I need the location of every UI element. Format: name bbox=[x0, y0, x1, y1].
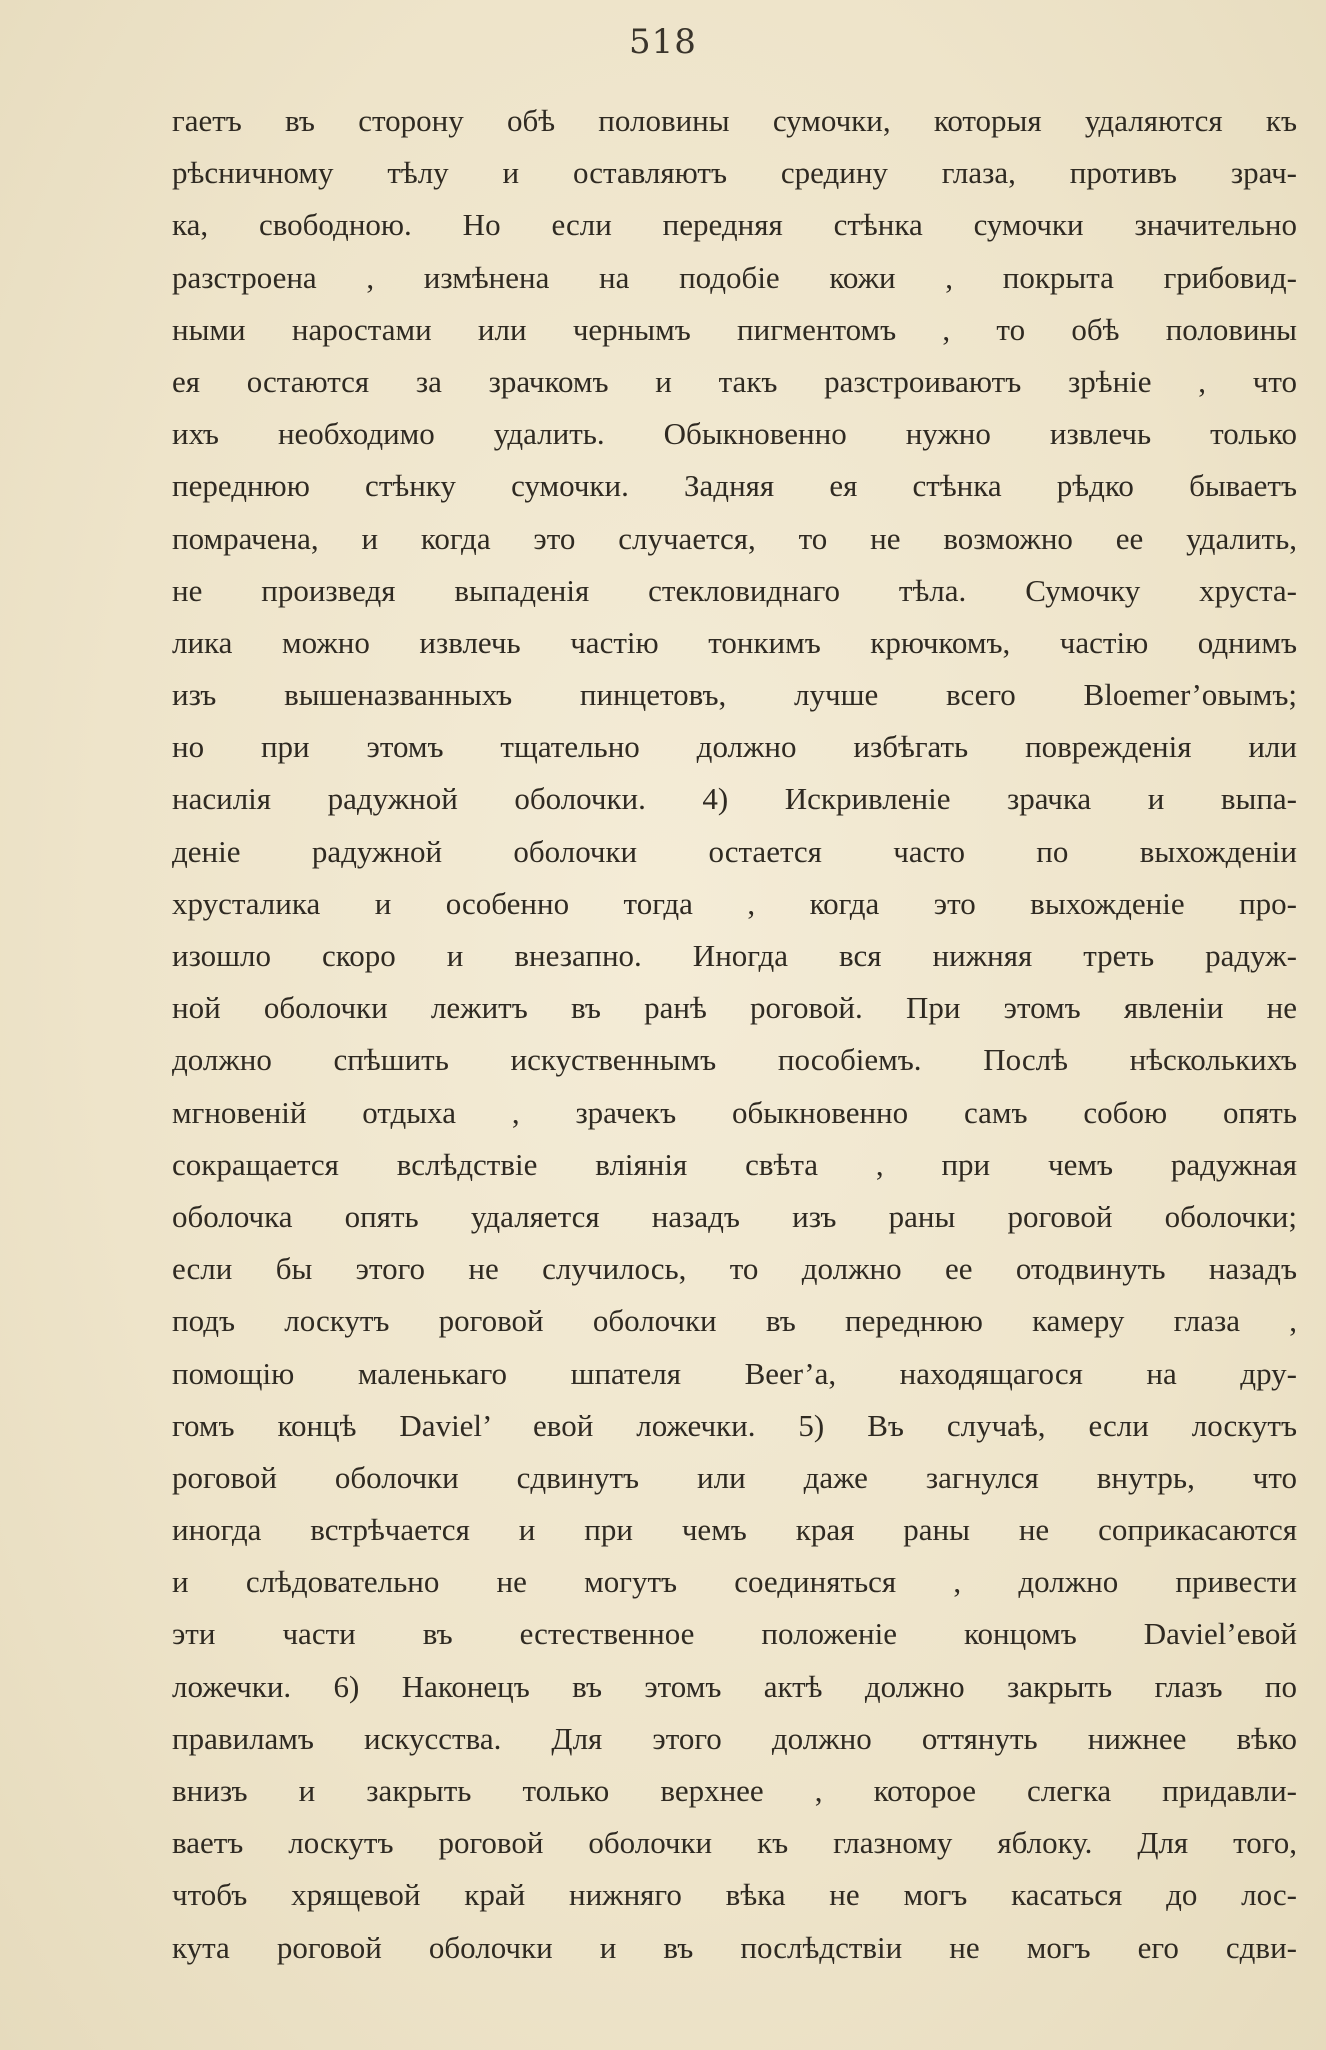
text-line: ихъ необходимо удалить. Обыкновенно нужно извлечь только bbox=[172, 416, 1297, 452]
text-line: внизъ и закрыть только верхнее , которое слегка придавли- bbox=[172, 1773, 1297, 1808]
text-line: разстроена , измѣнена на подобіе кожи , покрыта грибовид- bbox=[172, 259, 1297, 295]
text-line: рѣсничному тѣлу и оставляютъ средину глаза, противъ зрач- bbox=[172, 155, 1297, 191]
text-line: мгновеній отдыха , зрачекъ обыкновенно самъ собою опять bbox=[172, 1094, 1297, 1130]
text-line: ной оболочки лежитъ въ ранѣ роговой. При этомъ явленіи не bbox=[172, 990, 1297, 1026]
text-line: чтобъ хрящевой край нижняго вѣка не могъ касаться до лос- bbox=[172, 1877, 1297, 1913]
text-line: помрачена, и когда это случается, то не возможно ее удалить, bbox=[172, 520, 1297, 556]
page-number: 518 bbox=[629, 22, 697, 62]
text-line: ложечки. 6) Наконецъ въ этомъ актѣ должно закрыть глазъ по bbox=[172, 1668, 1297, 1704]
body-text bbox=[172, 95, 1297, 1974]
text-line: сокращается вслѣдствіе вліянія свѣта , при чемъ радужная bbox=[172, 1146, 1297, 1182]
text-line: ка, свободною. Но если передняя стѣнка сумочки значительно bbox=[172, 207, 1297, 243]
text-line: хрусталика и особенно тогда , когда это выхожденіе про- bbox=[172, 885, 1297, 921]
text-line: деніе радужной оболочки остается часто по выхожденіи bbox=[172, 833, 1297, 869]
text-line: ея остаются за зрачкомъ и такъ разстроиваютъ зрѣніе , что bbox=[172, 363, 1297, 399]
text-line: ваетъ лоскутъ роговой оболочки къ глазному яблоку. Для того, bbox=[172, 1825, 1297, 1861]
text-line: но при этомъ тщательно должно избѣгать поврежденія или bbox=[172, 729, 1297, 765]
text-line: если бы этого не случилось, то должно ее отодвинуть назадъ bbox=[172, 1251, 1297, 1287]
text-line: гаетъ въ сторону обѣ половины сумочки, которыя удаляются къ bbox=[172, 103, 1297, 138]
text-line: оболочка опять удаляется назадъ изъ раны роговой оболочки; bbox=[172, 1198, 1297, 1234]
text-line: изъ вышеназванныхъ пинцетовъ, лучше всего Bloemer’овымъ; bbox=[172, 677, 1297, 713]
text-line: подъ лоскутъ роговой оболочки въ переднюю камеру глаза , bbox=[172, 1303, 1297, 1339]
text-line: правиламъ искусства. Для этого должно оттянуть нижнее вѣко bbox=[172, 1720, 1297, 1756]
text-line: иногда встрѣчается и при чемъ края раны не соприкасаются bbox=[172, 1512, 1297, 1548]
text-line: ными наростами или чернымъ пигментомъ , то обѣ половины bbox=[172, 311, 1297, 347]
text-line: переднюю стѣнку сумочки. Задняя ея стѣнка рѣдко бываетъ bbox=[172, 468, 1297, 504]
text-line: должно спѣшить искуственнымъ пособіемъ. Послѣ нѣсколькихъ bbox=[172, 1042, 1297, 1078]
text-line: не произведя выпаденія стекловиднаго тѣла. Сумочку хруста- bbox=[172, 572, 1297, 608]
text-line: помощію маленькаго шпателя Beer’a, находящагося на дру- bbox=[172, 1355, 1297, 1391]
text-line: эти части въ естественное положеніе концомъ Daviel’евой bbox=[172, 1616, 1297, 1652]
text-line: кута роговой оболочки и въ послѣдствіи не могъ его сдви- bbox=[172, 1929, 1297, 1965]
text-line: лика можно извлечь частію тонкимъ крючкомъ, частію однимъ bbox=[172, 624, 1297, 660]
text-line: изошло скоро и внезапно. Иногда вся нижняя треть радуж- bbox=[172, 938, 1297, 973]
text-line: насилія радужной оболочки. 4) Искривленіе зрачка и выпа- bbox=[172, 781, 1297, 817]
text-line: роговой оболочки сдвинутъ или даже загнулся внутрь, что bbox=[172, 1459, 1297, 1495]
text-line: гомъ концѣ Daviel’ евой ложечки. 5) Въ случаѣ, если лоскутъ bbox=[172, 1407, 1297, 1443]
text-line: и слѣдовательно не могутъ соединяться , должно привести bbox=[172, 1564, 1297, 1600]
